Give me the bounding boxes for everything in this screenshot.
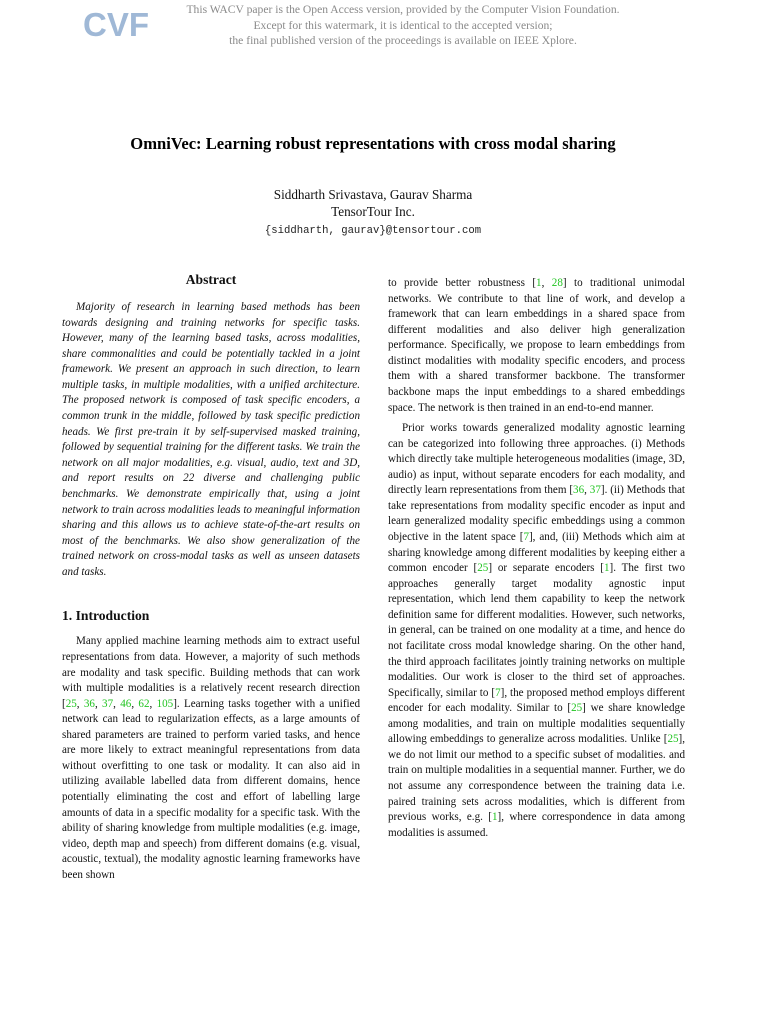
author-block bbox=[0, 186, 746, 220]
svg-text:CVF: CVF bbox=[83, 6, 149, 43]
paper-title: OmniVec: Learning robust representations with cross modal sharing bbox=[130, 134, 616, 153]
open-access-watermark bbox=[170, 2, 636, 49]
affiliation: TensorTour Inc. bbox=[331, 204, 415, 219]
watermark-line: This WACV paper is the Open Access version, provided by the Computer Vision Foundation. bbox=[186, 3, 620, 16]
citation-link[interactable]: 7 bbox=[495, 686, 501, 699]
left-column bbox=[62, 272, 360, 883]
citation-link[interactable]: 25 bbox=[571, 702, 583, 715]
intro-paragraph: Prior works towards generalized modality agnostic learning can be categorized into following three approaches. (i) Methods which directly take multiple heterogeneous modalities (image, 3D, audio) as input, without separate encoders for each modality, and directly learn representations from them [36, 37]. (ii) Methods that take representations from modality specific encoder as input and learn generalized modality specific embeddings using a common objective in the latent space [7], and, (iii) Methods which aim at sharing knowledge among different modalities by keeping either a common encoder [25] or separate encoders [1]. The first two approaches generally target modality agnostic input representation, which lend them capability to keep the network definition same for different modalities. However, such networks, in general, can be trained on one modality at a time, and hence do not facilitate cross modal knowledge sharing. On the other hand, the third approach facilitates jointly training networks on multiple modalities. Our work is closer to the third set of approaches. Specifically, similar to [7], the proposed method employs different encoder for each modality. Similar to [25] we share knowledge among modalities, and train on multiple modalities sequentially allowing embeddings to generalize across modalities. Unlike [25], we do not limit our method to a specific subset of modalities. and train on multiple modalities in a sequential manner. Further, we do not assume any correspondence between the training data i.e. paired training sets across modalities, which is different from previous works, e.g. [1], where correspondence in data among modalities is assumed. bbox=[388, 422, 686, 839]
citation-link[interactable]: 46 bbox=[120, 697, 132, 710]
citation-link[interactable]: 62 bbox=[138, 697, 150, 710]
citation-link[interactable]: 37 bbox=[589, 484, 601, 497]
intro-paragraph-continued: to provide better robustness [1, 28] to traditional unimodal networks. We contribute to that line of work, and develop a framework that can learn embeddings in a shared space from different modalities and also deliver high generalization performance. Specifically, we propose to learn embeddings from distinct modalities with modality specific encoders, and process them with a shared transformer backbone. The transformer backbone maps the input embeddings to a shared embeddings space. The network is then trained in an end-to-end manner. bbox=[388, 277, 685, 414]
author-email: {siddharth, gaurav}@tensortour.com bbox=[264, 225, 482, 237]
citation-link[interactable]: 37 bbox=[102, 697, 114, 710]
abstract-heading: Abstract bbox=[185, 272, 237, 287]
citation-link[interactable]: 1 bbox=[536, 277, 542, 289]
citation-link[interactable]: 36 bbox=[573, 484, 585, 497]
watermark-line: Except for this watermark, it is identical to the accepted version; bbox=[253, 18, 553, 32]
section-heading-introduction: 1. Introduction bbox=[62, 608, 150, 624]
citation-link[interactable]: 105 bbox=[156, 697, 174, 710]
citation-link[interactable]: 25 bbox=[477, 562, 489, 575]
citation-link[interactable]: 1 bbox=[603, 562, 610, 575]
citation-link[interactable]: 36 bbox=[83, 697, 95, 710]
citation-link[interactable]: 1 bbox=[492, 811, 498, 824]
citation-link[interactable]: 25 bbox=[65, 697, 77, 710]
citation-link[interactable]: 28 bbox=[551, 277, 563, 289]
abstract-body: Majority of research in learning based methods has been towards designing and training networks for specific tasks. However, many of the learning based tasks, across modalities, share commonalities and could be potentially tackled in a joint framework. We present an approach in such direction, to learn multiple tasks, in multiple modalities, with a unified architecture. The proposed network is composed of task specific encoders, a common trunk in the middle, followed by task specific prediction heads. We first pre-train it by self-supervised masked training, followed by sequential training for the different tasks. We train the network on all major modalities, e.g. visual, audio, text and 3D, and report results on 22 diverse and challenging public benchmarks. We demonstrate empirically that, using a joint network to train across modalities leads to meaningful information sharing and this allows us to achieve state-of-the-art results on most of the benchmarks. We also show generalization of the trained network on cross-modal tasks as well as unseen datasets and tasks. bbox=[62, 301, 360, 578]
citation-link[interactable]: 25 bbox=[667, 733, 679, 746]
citation-link[interactable]: 7 bbox=[523, 531, 529, 543]
right-column bbox=[388, 276, 685, 841]
watermark-line: the final published version of the proceedings is available on IEEE Xplore. bbox=[229, 34, 577, 47]
cvf-logo bbox=[83, 6, 149, 43]
intro-paragraph: Many applied machine learning methods aim to extract useful representations from data. However, a majority of such methods are modality and task specific. Building methods that can work with multiple modalities is a relatively recent research direction [25, 36, 37, 46, 62, 105]. Learning tasks together with a unified network can lead to regularization effects, as a large amounts of shared parameters are trained to perform varied tasks, and hence are more likely to extract meaningful representations from data without overfitting to one task or modality. It can also aid in utilizing available labelled data from different domains, hence potentially eliminating the cost and effort of labelling large amounts of data in a specific modality for a specific task. With the ability of sharing knowledge from multiple modalities (e.g. image, video, depth map and speech) from different domains (e.g. visual, acoustic, textual), the modality agnostic learning frameworks have been shown bbox=[62, 635, 361, 881]
author-names: Siddharth Srivastava, Gaurav Sharma bbox=[273, 187, 473, 202]
